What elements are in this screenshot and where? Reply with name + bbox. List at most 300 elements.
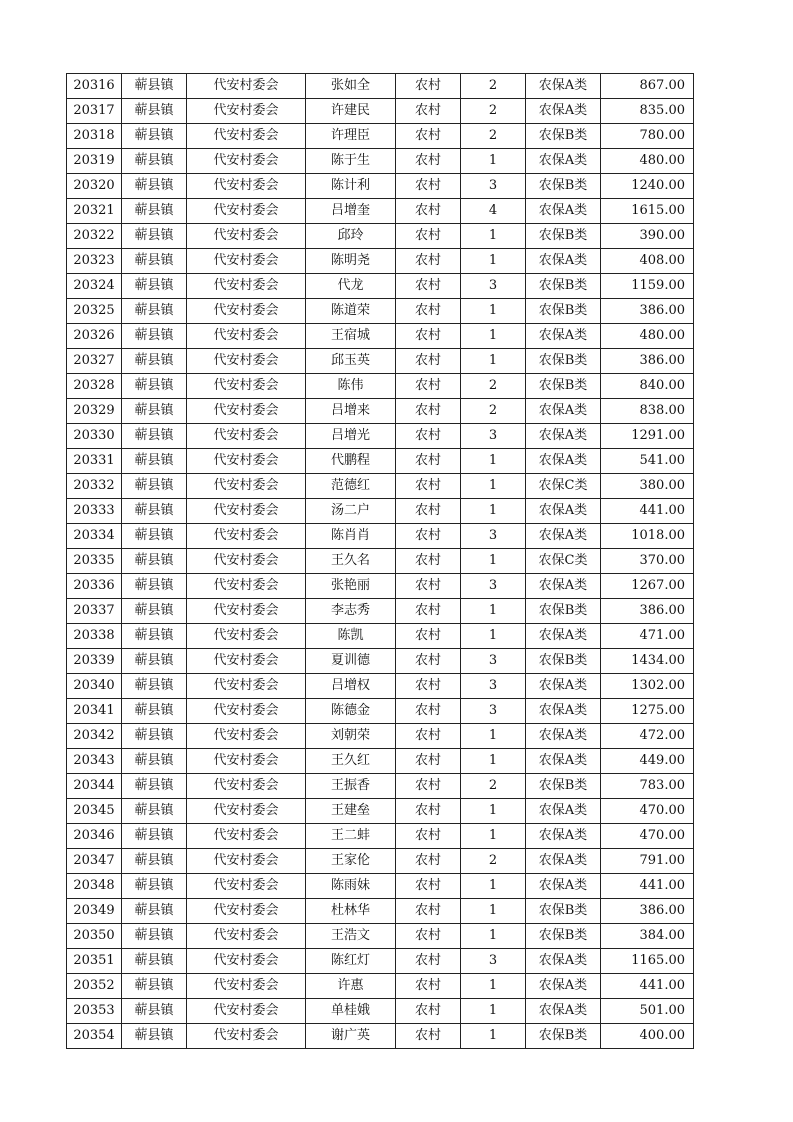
village-committee-cell: 代安村委会 <box>187 99 306 124</box>
area-type-cell: 农村 <box>396 549 461 574</box>
area-type-cell: 农村 <box>396 699 461 724</box>
amount-cell: 441.00 <box>601 874 694 899</box>
village-committee-cell: 代安村委会 <box>187 849 306 874</box>
record-id-cell: 20317 <box>67 99 122 124</box>
household-count-cell: 3 <box>461 949 526 974</box>
household-count-cell: 2 <box>461 99 526 124</box>
village-committee-cell: 代安村委会 <box>187 199 306 224</box>
person-name-cell: 代鹏程 <box>306 449 396 474</box>
village-committee-cell: 代安村委会 <box>187 549 306 574</box>
insurance-category-cell: 农保A类 <box>526 199 601 224</box>
person-name-cell: 张如全 <box>306 74 396 99</box>
insurance-category-cell: 农保A类 <box>526 574 601 599</box>
insurance-category-cell: 农保B类 <box>526 649 601 674</box>
household-count-cell: 1 <box>461 624 526 649</box>
village-committee-cell: 代安村委会 <box>187 174 306 199</box>
town-cell: 蕲县镇 <box>122 299 187 324</box>
village-committee-cell: 代安村委会 <box>187 524 306 549</box>
insurance-category-cell: 农保A类 <box>526 724 601 749</box>
area-type-cell: 农村 <box>396 1024 461 1049</box>
household-count-cell: 3 <box>461 699 526 724</box>
amount-cell: 386.00 <box>601 349 694 374</box>
table-row <box>67 99 694 124</box>
insurance-category-cell: 农保B类 <box>526 374 601 399</box>
amount-cell: 471.00 <box>601 624 694 649</box>
record-id-cell: 20326 <box>67 324 122 349</box>
town-cell: 蕲县镇 <box>122 99 187 124</box>
table-row <box>67 599 694 624</box>
person-name-cell: 王家伦 <box>306 849 396 874</box>
table-row <box>67 724 694 749</box>
person-name-cell: 陈肖肖 <box>306 524 396 549</box>
town-cell: 蕲县镇 <box>122 424 187 449</box>
insurance-category-cell: 农保A类 <box>526 949 601 974</box>
record-id-cell: 20325 <box>67 299 122 324</box>
area-type-cell: 农村 <box>396 924 461 949</box>
table-row <box>67 199 694 224</box>
record-id-cell: 20351 <box>67 949 122 974</box>
record-id-cell: 20336 <box>67 574 122 599</box>
insurance-category-cell: 农保B类 <box>526 174 601 199</box>
person-name-cell: 陈道荣 <box>306 299 396 324</box>
village-committee-cell: 代安村委会 <box>187 874 306 899</box>
household-count-cell: 2 <box>461 374 526 399</box>
village-committee-cell: 代安村委会 <box>187 924 306 949</box>
amount-cell: 390.00 <box>601 224 694 249</box>
insurance-category-cell: 农保A类 <box>526 999 601 1024</box>
household-count-cell: 2 <box>461 399 526 424</box>
amount-cell: 835.00 <box>601 99 694 124</box>
amount-cell: 449.00 <box>601 749 694 774</box>
amount-cell: 386.00 <box>601 899 694 924</box>
insurance-category-cell: 农保C类 <box>526 474 601 499</box>
area-type-cell: 农村 <box>396 849 461 874</box>
person-name-cell: 吕增奎 <box>306 199 396 224</box>
table-row <box>67 299 694 324</box>
table-row <box>67 274 694 299</box>
village-committee-cell: 代安村委会 <box>187 574 306 599</box>
amount-cell: 370.00 <box>601 549 694 574</box>
amount-cell: 1159.00 <box>601 274 694 299</box>
household-count-cell: 3 <box>461 674 526 699</box>
area-type-cell: 农村 <box>396 324 461 349</box>
person-name-cell: 吕增权 <box>306 674 396 699</box>
town-cell: 蕲县镇 <box>122 174 187 199</box>
person-name-cell: 邱玉英 <box>306 349 396 374</box>
person-name-cell: 王建垒 <box>306 799 396 824</box>
record-id-cell: 20322 <box>67 224 122 249</box>
household-count-cell: 1 <box>461 874 526 899</box>
town-cell: 蕲县镇 <box>122 849 187 874</box>
amount-cell: 840.00 <box>601 374 694 399</box>
household-count-cell: 1 <box>461 974 526 999</box>
area-type-cell: 农村 <box>396 649 461 674</box>
town-cell: 蕲县镇 <box>122 274 187 299</box>
area-type-cell: 农村 <box>396 724 461 749</box>
insurance-category-cell: 农保B类 <box>526 599 601 624</box>
village-committee-cell: 代安村委会 <box>187 149 306 174</box>
record-id-cell: 20337 <box>67 599 122 624</box>
record-id-cell: 20348 <box>67 874 122 899</box>
area-type-cell: 农村 <box>396 474 461 499</box>
amount-cell: 867.00 <box>601 74 694 99</box>
insurance-category-cell: 农保B类 <box>526 224 601 249</box>
area-type-cell: 农村 <box>396 824 461 849</box>
household-count-cell: 2 <box>461 74 526 99</box>
amount-cell: 386.00 <box>601 599 694 624</box>
person-name-cell: 吕增光 <box>306 424 396 449</box>
village-committee-cell: 代安村委会 <box>187 999 306 1024</box>
area-type-cell: 农村 <box>396 199 461 224</box>
table-row <box>67 149 694 174</box>
record-id-cell: 20353 <box>67 999 122 1024</box>
person-name-cell: 陈伟 <box>306 374 396 399</box>
town-cell: 蕲县镇 <box>122 574 187 599</box>
insurance-category-cell: 农保A类 <box>526 624 601 649</box>
table-row <box>67 74 694 99</box>
record-id-cell: 20350 <box>67 924 122 949</box>
amount-cell: 470.00 <box>601 824 694 849</box>
insurance-category-cell: 农保A类 <box>526 74 601 99</box>
beneficiary-table <box>66 73 694 1049</box>
town-cell: 蕲县镇 <box>122 724 187 749</box>
area-type-cell: 农村 <box>396 674 461 699</box>
household-count-cell: 3 <box>461 274 526 299</box>
record-id-cell: 20340 <box>67 674 122 699</box>
insurance-category-cell: 农保A类 <box>526 974 601 999</box>
village-committee-cell: 代安村委会 <box>187 674 306 699</box>
household-count-cell: 3 <box>461 649 526 674</box>
household-count-cell: 3 <box>461 424 526 449</box>
area-type-cell: 农村 <box>396 299 461 324</box>
insurance-category-cell: 农保B类 <box>526 924 601 949</box>
household-count-cell: 1 <box>461 324 526 349</box>
village-committee-cell: 代安村委会 <box>187 324 306 349</box>
table-body <box>67 74 694 1049</box>
amount-cell: 1275.00 <box>601 699 694 724</box>
area-type-cell: 农村 <box>396 449 461 474</box>
town-cell: 蕲县镇 <box>122 324 187 349</box>
person-name-cell: 王宿城 <box>306 324 396 349</box>
insurance-category-cell: 农保A类 <box>526 324 601 349</box>
household-count-cell: 1 <box>461 499 526 524</box>
person-name-cell: 代龙 <box>306 274 396 299</box>
town-cell: 蕲县镇 <box>122 224 187 249</box>
table-row <box>67 649 694 674</box>
village-committee-cell: 代安村委会 <box>187 299 306 324</box>
person-name-cell: 许理臣 <box>306 124 396 149</box>
area-type-cell: 农村 <box>396 149 461 174</box>
record-id-cell: 20347 <box>67 849 122 874</box>
insurance-category-cell: 农保A类 <box>526 799 601 824</box>
amount-cell: 470.00 <box>601 799 694 824</box>
village-committee-cell: 代安村委会 <box>187 224 306 249</box>
area-type-cell: 农村 <box>396 799 461 824</box>
village-committee-cell: 代安村委会 <box>187 974 306 999</box>
amount-cell: 472.00 <box>601 724 694 749</box>
household-count-cell: 1 <box>461 349 526 374</box>
village-committee-cell: 代安村委会 <box>187 749 306 774</box>
person-name-cell: 王浩文 <box>306 924 396 949</box>
table-row <box>67 774 694 799</box>
household-count-cell: 1 <box>461 1024 526 1049</box>
household-count-cell: 1 <box>461 899 526 924</box>
insurance-category-cell: 农保B类 <box>526 774 601 799</box>
area-type-cell: 农村 <box>396 499 461 524</box>
person-name-cell: 谢广英 <box>306 1024 396 1049</box>
household-count-cell: 1 <box>461 999 526 1024</box>
area-type-cell: 农村 <box>396 974 461 999</box>
record-id-cell: 20333 <box>67 499 122 524</box>
record-id-cell: 20338 <box>67 624 122 649</box>
village-committee-cell: 代安村委会 <box>187 699 306 724</box>
table-row <box>67 624 694 649</box>
insurance-category-cell: 农保A类 <box>526 824 601 849</box>
record-id-cell: 20319 <box>67 149 122 174</box>
amount-cell: 441.00 <box>601 974 694 999</box>
household-count-cell: 1 <box>461 924 526 949</box>
village-committee-cell: 代安村委会 <box>187 724 306 749</box>
village-committee-cell: 代安村委会 <box>187 249 306 274</box>
village-committee-cell: 代安村委会 <box>187 899 306 924</box>
table-row <box>67 924 694 949</box>
person-name-cell: 许建民 <box>306 99 396 124</box>
record-id-cell: 20330 <box>67 424 122 449</box>
village-committee-cell: 代安村委会 <box>187 124 306 149</box>
insurance-category-cell: 农保A类 <box>526 699 601 724</box>
village-committee-cell: 代安村委会 <box>187 949 306 974</box>
household-count-cell: 1 <box>461 299 526 324</box>
table-row <box>67 849 694 874</box>
record-id-cell: 20329 <box>67 399 122 424</box>
village-committee-cell: 代安村委会 <box>187 374 306 399</box>
town-cell: 蕲县镇 <box>122 499 187 524</box>
amount-cell: 780.00 <box>601 124 694 149</box>
record-id-cell: 20344 <box>67 774 122 799</box>
table-row <box>67 349 694 374</box>
amount-cell: 384.00 <box>601 924 694 949</box>
person-name-cell: 汤二户 <box>306 499 396 524</box>
record-id-cell: 20334 <box>67 524 122 549</box>
area-type-cell: 农村 <box>396 99 461 124</box>
area-type-cell: 农村 <box>396 899 461 924</box>
village-committee-cell: 代安村委会 <box>187 449 306 474</box>
town-cell: 蕲县镇 <box>122 899 187 924</box>
table-row <box>67 324 694 349</box>
town-cell: 蕲县镇 <box>122 349 187 374</box>
area-type-cell: 农村 <box>396 574 461 599</box>
insurance-category-cell: 农保B类 <box>526 299 601 324</box>
insurance-category-cell: 农保B类 <box>526 274 601 299</box>
area-type-cell: 农村 <box>396 599 461 624</box>
record-id-cell: 20339 <box>67 649 122 674</box>
town-cell: 蕲县镇 <box>122 1024 187 1049</box>
area-type-cell: 农村 <box>396 524 461 549</box>
town-cell: 蕲县镇 <box>122 474 187 499</box>
insurance-category-cell: 农保A类 <box>526 249 601 274</box>
amount-cell: 400.00 <box>601 1024 694 1049</box>
insurance-category-cell: 农保B类 <box>526 124 601 149</box>
household-count-cell: 3 <box>461 574 526 599</box>
household-count-cell: 1 <box>461 474 526 499</box>
village-committee-cell: 代安村委会 <box>187 624 306 649</box>
person-name-cell: 张艳丽 <box>306 574 396 599</box>
area-type-cell: 农村 <box>396 224 461 249</box>
area-type-cell: 农村 <box>396 124 461 149</box>
person-name-cell: 王久名 <box>306 549 396 574</box>
amount-cell: 480.00 <box>601 324 694 349</box>
table-row <box>67 1024 694 1049</box>
table-row <box>67 949 694 974</box>
table-row <box>67 124 694 149</box>
insurance-category-cell: 农保A类 <box>526 424 601 449</box>
record-id-cell: 20354 <box>67 1024 122 1049</box>
household-count-cell: 3 <box>461 524 526 549</box>
amount-cell: 838.00 <box>601 399 694 424</box>
village-committee-cell: 代安村委会 <box>187 599 306 624</box>
amount-cell: 791.00 <box>601 849 694 874</box>
town-cell: 蕲县镇 <box>122 199 187 224</box>
household-count-cell: 3 <box>461 174 526 199</box>
village-committee-cell: 代安村委会 <box>187 799 306 824</box>
record-id-cell: 20324 <box>67 274 122 299</box>
insurance-category-cell: 农保A类 <box>526 399 601 424</box>
town-cell: 蕲县镇 <box>122 774 187 799</box>
table-row <box>67 974 694 999</box>
insurance-category-cell: 农保A类 <box>526 499 601 524</box>
village-committee-cell: 代安村委会 <box>187 774 306 799</box>
household-count-cell: 1 <box>461 599 526 624</box>
record-id-cell: 20321 <box>67 199 122 224</box>
table-row <box>67 549 694 574</box>
record-id-cell: 20332 <box>67 474 122 499</box>
amount-cell: 441.00 <box>601 499 694 524</box>
insurance-category-cell: 农保C类 <box>526 549 601 574</box>
record-id-cell: 20323 <box>67 249 122 274</box>
table-row <box>67 499 694 524</box>
household-count-cell: 4 <box>461 199 526 224</box>
area-type-cell: 农村 <box>396 174 461 199</box>
village-committee-cell: 代安村委会 <box>187 499 306 524</box>
area-type-cell: 农村 <box>396 999 461 1024</box>
town-cell: 蕲县镇 <box>122 399 187 424</box>
person-name-cell: 陈红灯 <box>306 949 396 974</box>
town-cell: 蕲县镇 <box>122 124 187 149</box>
area-type-cell: 农村 <box>396 349 461 374</box>
household-count-cell: 1 <box>461 249 526 274</box>
amount-cell: 783.00 <box>601 774 694 799</box>
amount-cell: 380.00 <box>601 474 694 499</box>
insurance-category-cell: 农保B类 <box>526 1024 601 1049</box>
table-row <box>67 824 694 849</box>
record-id-cell: 20316 <box>67 74 122 99</box>
record-id-cell: 20327 <box>67 349 122 374</box>
amount-cell: 1165.00 <box>601 949 694 974</box>
person-name-cell: 吕增来 <box>306 399 396 424</box>
amount-cell: 541.00 <box>601 449 694 474</box>
household-count-cell: 1 <box>461 799 526 824</box>
amount-cell: 1267.00 <box>601 574 694 599</box>
village-committee-cell: 代安村委会 <box>187 349 306 374</box>
record-id-cell: 20352 <box>67 974 122 999</box>
town-cell: 蕲县镇 <box>122 949 187 974</box>
town-cell: 蕲县镇 <box>122 549 187 574</box>
town-cell: 蕲县镇 <box>122 599 187 624</box>
person-name-cell: 陈于生 <box>306 149 396 174</box>
area-type-cell: 农村 <box>396 749 461 774</box>
insurance-category-cell: 农保A类 <box>526 674 601 699</box>
person-name-cell: 范德红 <box>306 474 396 499</box>
insurance-category-cell: 农保A类 <box>526 449 601 474</box>
amount-cell: 386.00 <box>601 299 694 324</box>
household-count-cell: 2 <box>461 124 526 149</box>
amount-cell: 1240.00 <box>601 174 694 199</box>
village-committee-cell: 代安村委会 <box>187 474 306 499</box>
amount-cell: 1434.00 <box>601 649 694 674</box>
table-row <box>67 424 694 449</box>
town-cell: 蕲县镇 <box>122 249 187 274</box>
town-cell: 蕲县镇 <box>122 374 187 399</box>
area-type-cell: 农村 <box>396 274 461 299</box>
person-name-cell: 刘朝荣 <box>306 724 396 749</box>
table-row <box>67 174 694 199</box>
town-cell: 蕲县镇 <box>122 649 187 674</box>
record-id-cell: 20346 <box>67 824 122 849</box>
area-type-cell: 农村 <box>396 424 461 449</box>
household-count-cell: 2 <box>461 849 526 874</box>
person-name-cell: 李志秀 <box>306 599 396 624</box>
record-id-cell: 20343 <box>67 749 122 774</box>
table-row <box>67 799 694 824</box>
record-id-cell: 20331 <box>67 449 122 474</box>
table-row <box>67 524 694 549</box>
town-cell: 蕲县镇 <box>122 999 187 1024</box>
table-row <box>67 899 694 924</box>
person-name-cell: 杜林华 <box>306 899 396 924</box>
person-name-cell: 王久红 <box>306 749 396 774</box>
table-row <box>67 699 694 724</box>
person-name-cell: 许惠 <box>306 974 396 999</box>
amount-cell: 480.00 <box>601 149 694 174</box>
household-count-cell: 1 <box>461 449 526 474</box>
village-committee-cell: 代安村委会 <box>187 424 306 449</box>
amount-cell: 408.00 <box>601 249 694 274</box>
person-name-cell: 夏训德 <box>306 649 396 674</box>
area-type-cell: 农村 <box>396 399 461 424</box>
record-id-cell: 20320 <box>67 174 122 199</box>
village-committee-cell: 代安村委会 <box>187 1024 306 1049</box>
record-id-cell: 20335 <box>67 549 122 574</box>
insurance-category-cell: 农保A类 <box>526 749 601 774</box>
town-cell: 蕲县镇 <box>122 674 187 699</box>
table-row <box>67 749 694 774</box>
amount-cell: 501.00 <box>601 999 694 1024</box>
person-name-cell: 陈德金 <box>306 699 396 724</box>
table-row <box>67 399 694 424</box>
area-type-cell: 农村 <box>396 624 461 649</box>
record-id-cell: 20318 <box>67 124 122 149</box>
town-cell: 蕲县镇 <box>122 824 187 849</box>
amount-cell: 1615.00 <box>601 199 694 224</box>
village-committee-cell: 代安村委会 <box>187 399 306 424</box>
town-cell: 蕲县镇 <box>122 449 187 474</box>
town-cell: 蕲县镇 <box>122 799 187 824</box>
area-type-cell: 农村 <box>396 874 461 899</box>
insurance-category-cell: 农保A类 <box>526 149 601 174</box>
household-count-cell: 2 <box>461 774 526 799</box>
record-id-cell: 20328 <box>67 374 122 399</box>
household-count-cell: 1 <box>461 149 526 174</box>
